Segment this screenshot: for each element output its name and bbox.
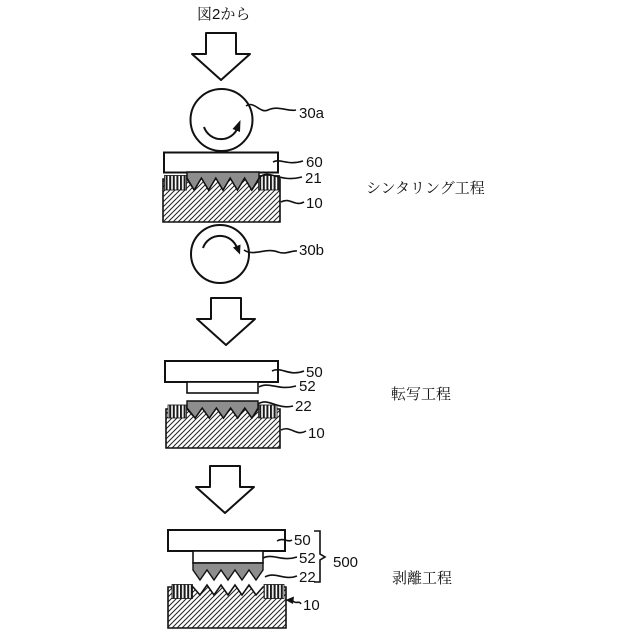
leader-52-stage2 [259, 385, 296, 387]
mold-comb-right-stage1 [259, 176, 280, 191]
mold-comb-right-stage2 [259, 405, 278, 418]
leader-10-stage1 [281, 201, 304, 204]
label-22-stage2: 22 [295, 398, 312, 415]
leader-30a [246, 104, 296, 110]
label-21: 21 [305, 170, 322, 187]
label-52-stage3: 52 [299, 550, 316, 567]
leader-10-stage3 [286, 597, 302, 605]
leader-22-stage3 [265, 575, 297, 577]
leader-50-stage3 [277, 540, 292, 541]
plate-50-stage2 [165, 361, 278, 382]
label-30a: 30a [299, 105, 325, 122]
source-figure-note: 図2から [197, 6, 251, 23]
leader-10-stage2 [281, 429, 306, 433]
roller-30a [191, 89, 253, 151]
mold-comb-left-stage3 [172, 585, 193, 599]
label-10-stage3: 10 [303, 597, 320, 614]
mold-comb-left-stage2 [168, 405, 187, 418]
label-10-stage1: 10 [306, 195, 323, 212]
leader-52-stage3 [263, 556, 297, 558]
down-arrow-icon-2 [197, 298, 255, 345]
mold-comb-left-stage1 [165, 176, 187, 191]
mold-comb-right-stage3 [264, 585, 284, 599]
label-52-stage2: 52 [299, 378, 316, 395]
down-arrow-icon-3 [196, 466, 254, 513]
roller-30b [191, 225, 249, 283]
plate-50-stage3 [168, 530, 285, 551]
stage3-title: 剥離工程 [392, 570, 453, 587]
label-10-stage2: 10 [308, 425, 325, 442]
stage1-title: シンタリング工程 [366, 180, 485, 197]
label-22-stage3: 22 [299, 569, 316, 586]
adhesive-52-stage3 [193, 551, 263, 563]
stage1-sintering-group [163, 89, 304, 283]
adhesive-52-stage2 [187, 382, 258, 393]
substrate-60 [164, 153, 278, 173]
stage2-title: 転写工程 [391, 386, 452, 403]
label-30b: 30b [299, 242, 325, 259]
stage2-transfer-group [165, 361, 306, 448]
label-60: 60 [306, 154, 323, 171]
leader-30b [244, 250, 297, 253]
label-50-stage3: 50 [294, 532, 311, 549]
pattern-layer-22-stage3 [193, 563, 263, 580]
label-500: 500 [333, 554, 359, 571]
down-arrow-icon-1 [192, 33, 250, 80]
label-50-stage2: 50 [306, 364, 323, 381]
